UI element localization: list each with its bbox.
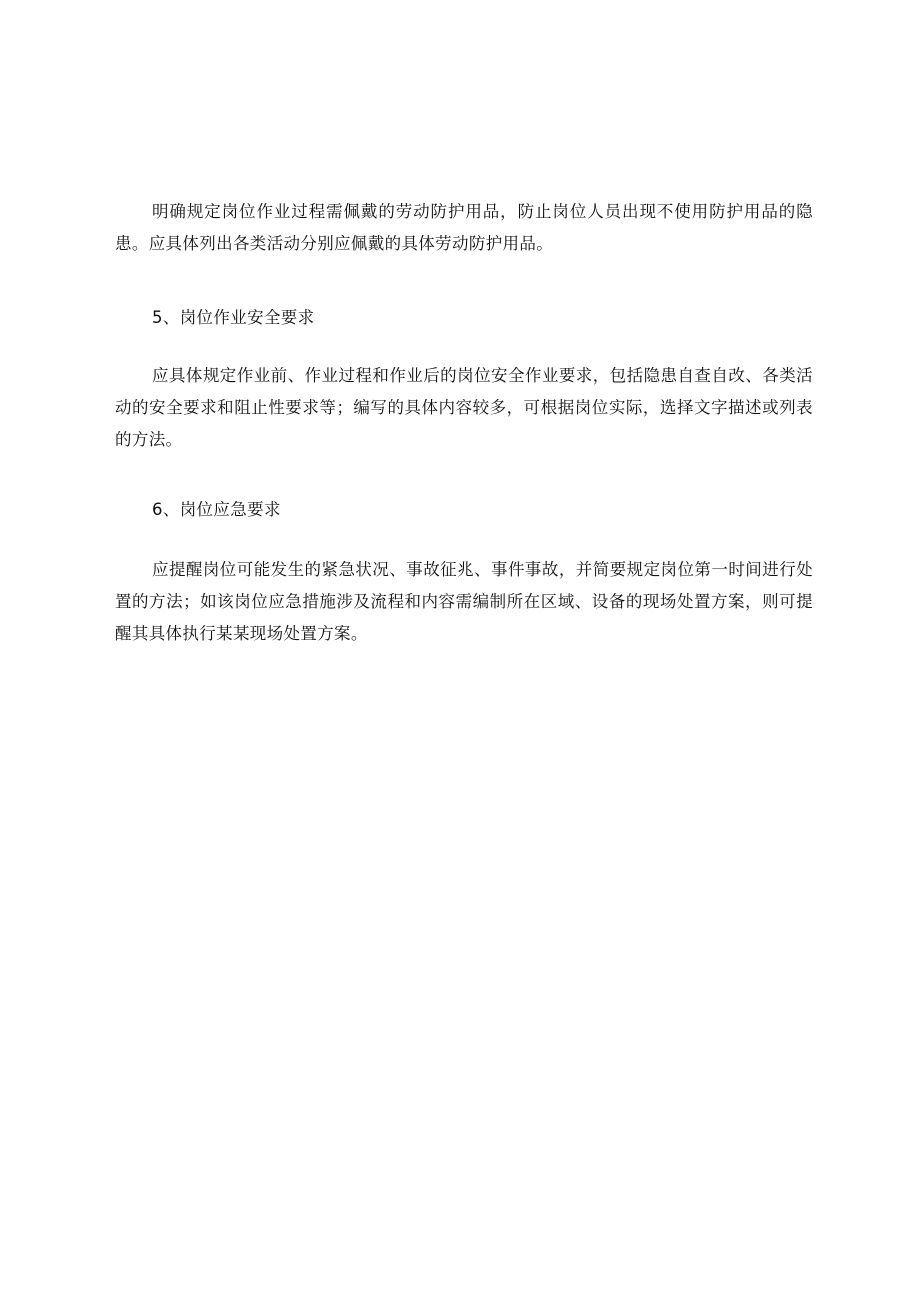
paragraph-ppe: 明确规定岗位作业过程需佩戴的劳动防护用品，防止岗位人员出现不使用防护用品的隐患。应具体列出各类活动分别应佩戴的具体劳动防护用品。 — [115, 202, 813, 253]
spacer — [115, 334, 813, 360]
document-body — [115, 196, 813, 650]
paragraph-emergency-requirements: 应提醒岗位可能发生的紧急状况、事故征兆、事件事故，并简要规定岗位第一时间进行处置的方法；如该岗位应急措施涉及流程和内容需编制所在区域、设备的现场处置方案，则可提醒其具体执行某某现场处置方案。 — [115, 560, 813, 643]
paragraph-safety-requirements: 应具体规定作业前、作业过程和作业后的岗位安全作业要求，包括隐患自查自改、各类活动的安全要求和阻止性要求等；编写的具体内容较多，可根据岗位实际，选择文字描述或列表的方法。 — [115, 366, 813, 449]
spacer — [115, 260, 813, 302]
spacer — [115, 456, 813, 494]
section-heading-5: 5、岗位作业安全要求 — [152, 308, 315, 327]
section-heading-6: 6、岗位应急要求 — [152, 500, 281, 519]
spacer — [115, 526, 813, 554]
